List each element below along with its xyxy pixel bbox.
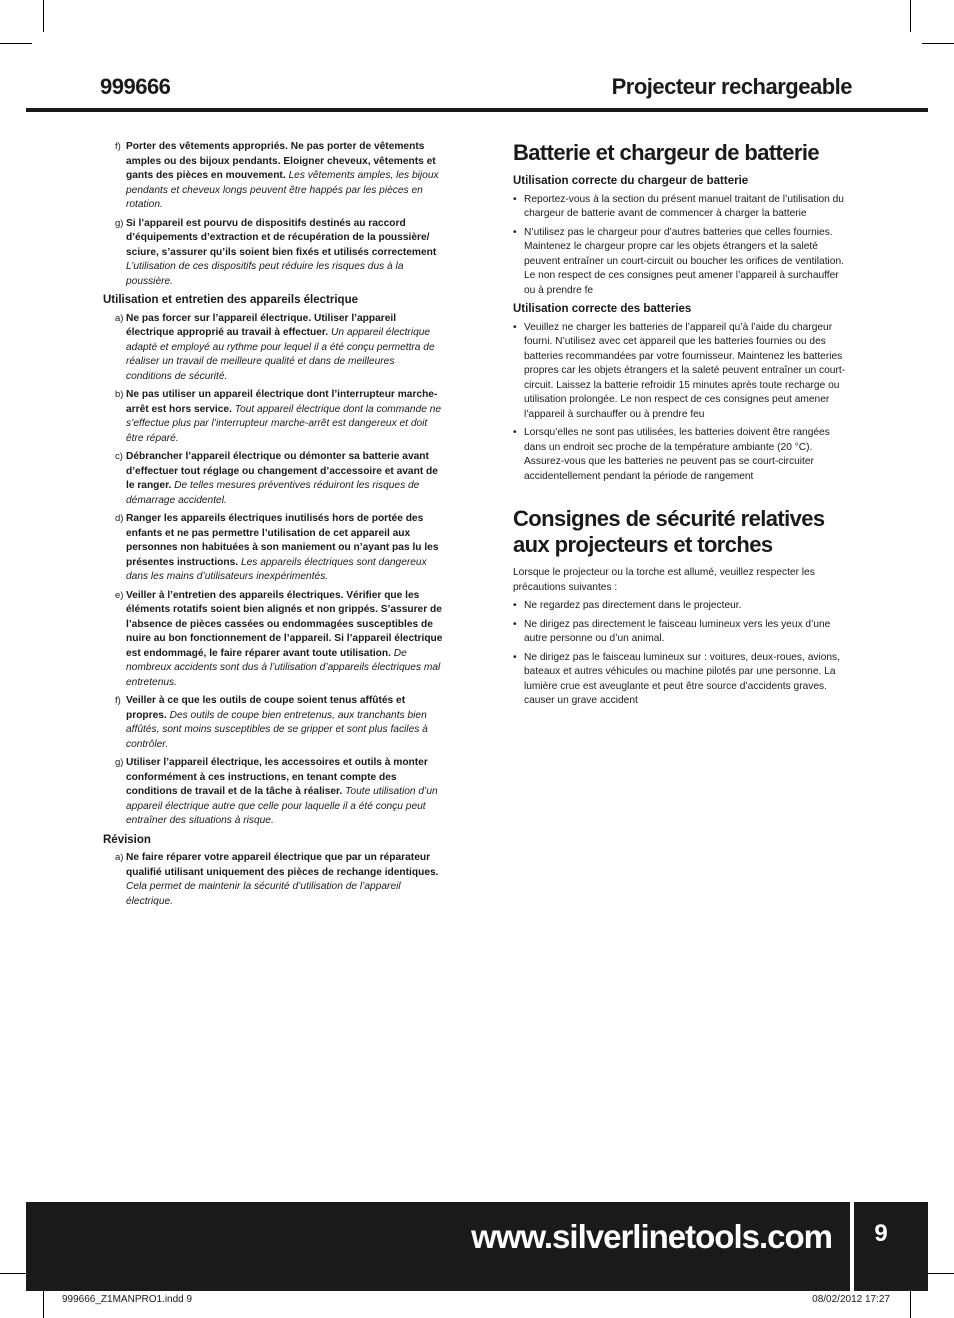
item-instruction: Débrancher l’appareil électrique ou démonter sa batterie avant d’effectuer tout réglage ou changement d’accessoire et avant de le ranger. bbox=[126, 451, 438, 491]
page-title: Projecteur rechargeable bbox=[611, 74, 852, 99]
bullet-list-safety bbox=[513, 599, 848, 709]
left-column bbox=[103, 140, 443, 913]
bullet-icon: • bbox=[513, 193, 517, 205]
item-explanation: De nombreux accidents sont dus à l’utilisation d’appareils électriques mal entretenus. bbox=[126, 647, 441, 688]
item-explanation: De telles mesures préventives réduiront les risques de démarrage accidentel. bbox=[126, 480, 420, 506]
list-top bbox=[103, 140, 443, 289]
model-number: 999666 bbox=[100, 74, 171, 99]
list-item bbox=[103, 756, 443, 829]
list-item bbox=[103, 851, 443, 909]
crop-mark bbox=[922, 43, 954, 44]
item-instruction: Utiliser l’appareil électrique, les accessoires et outils à monter conformément à ces instructions, en tenant compte des conditions de travail et de la tâche à réaliser. bbox=[126, 757, 428, 797]
item-explanation: Les vêtements amples, les bijoux pendants et cheveux longs peuvent être happés par les pièces en rotation. bbox=[126, 170, 439, 210]
slug-date: 08/02/2012 17:27 bbox=[812, 1294, 890, 1305]
item-marker: a) bbox=[115, 852, 124, 863]
intro-paragraph: Lorsque le projecteur ou la torche est allumé, veuillez respecter les précautions suivantes : bbox=[513, 567, 815, 593]
list-item bbox=[103, 388, 443, 446]
list-item bbox=[103, 589, 443, 691]
page-number: 9 bbox=[874, 1220, 888, 1247]
item-marker: f) bbox=[115, 141, 121, 152]
list-revision bbox=[103, 851, 443, 909]
bullet-list-charger bbox=[513, 193, 848, 299]
item-explanation: Les appareils électriques sont dangereux dans les mains d’utilisateurs inexpérimentés. bbox=[126, 556, 427, 582]
bullet-item bbox=[513, 618, 848, 647]
right-column bbox=[513, 140, 848, 713]
list-item bbox=[103, 512, 443, 585]
section-heading-revision: Révision bbox=[103, 833, 151, 846]
subheading-batteries: Utilisation correcte des batteries bbox=[513, 303, 692, 315]
heading-safety: Consignes de sécurité relatives aux projecteurs et torches bbox=[513, 506, 825, 557]
list-item bbox=[103, 140, 443, 213]
bullet-icon: • bbox=[513, 226, 517, 238]
bullet-text: Ne dirigez pas directement le faisceau lumineux vers les yeux d’une autre personne ou d’un animal. bbox=[524, 618, 831, 644]
bullet-icon: • bbox=[513, 618, 517, 630]
bullet-item bbox=[513, 321, 848, 423]
bullet-item bbox=[513, 599, 848, 614]
item-instruction: Ne faire réparer votre appareil électrique que par un réparateur qualifié utilisant uniquement des pièces de rechange identiques. bbox=[126, 852, 439, 878]
bullet-item bbox=[513, 226, 848, 299]
crop-mark bbox=[0, 43, 32, 44]
list-item bbox=[103, 694, 443, 752]
item-marker: a) bbox=[115, 312, 124, 324]
list-item bbox=[103, 217, 443, 290]
subheading-charger: Utilisation correcte du chargeur de batterie bbox=[513, 175, 749, 187]
bullet-icon: • bbox=[513, 651, 517, 663]
bullet-text: Lorsqu’elles ne sont pas utilisées, les batteries doivent être rangées dans un endroit sec proche de la température ambiante (20 °C). Assurez-vous que les batteries ne peuvent pas se court-circuiter accidentellement pendant la période de rangement bbox=[524, 427, 830, 482]
bullet-text: Ne dirigez pas le faisceau lumineux sur : voitures, deux-roues, avions, bateaux et autres véhicules ou machine pilotés par une personne. La lumière crue est aveuglante et peut être source d’accidents graves. causer un grave accident bbox=[524, 651, 840, 706]
item-marker: d) bbox=[115, 513, 124, 524]
bullet-list-batteries bbox=[513, 321, 848, 485]
footer-bar bbox=[26, 1202, 850, 1291]
item-explanation: Toute utilisation d’un appareil électrique autre que celle pour laquelle il a été conçu peut entraîner des situations à risque. bbox=[126, 786, 438, 826]
item-marker: g) bbox=[115, 217, 124, 229]
bullet-text: Veuillez ne charger les batteries de l’appareil qu’à l’aide du chargeur fourni. N’utilisez avec cet appareil que les batteries fournies ou des batteries recommandées par votre fournisseur. Maintenez les batteries propres car les objets étrangers et la saleté peuvent entraîner un court-circuit. Laissez la batterie refroidir 15 minutes après toute recharge ou utilisation prolongée. Le non respect de ces consignes peut amener l’appareil à surchauffer ou à prendre feu bbox=[524, 321, 846, 420]
crop-mark bbox=[43, 0, 44, 32]
bullet-text: Ne regardez pas directement dans le projecteur. bbox=[524, 600, 742, 611]
item-explanation: Des outils de coupe bien entretenus, aux tranchants bien affûtés, sont moins susceptibles de se gripper et sont plus faciles à contrôler. bbox=[126, 709, 428, 750]
item-marker: c) bbox=[115, 451, 123, 462]
item-instruction: Veiller à l’entretien des appareils électriques. Vérifier que les éléments rotatifs soient bien alignés et non grippés. S’assurer de l’absence de pièces cassées ou endommagées susceptibles de nuire au bon fonctionnement de l’appareil. Si l’appareil électrique est endommagé, le faire réparer avant toute utilisation. bbox=[126, 589, 443, 659]
section-heading-usage: Utilisation et entretien des appareils électrique bbox=[103, 294, 358, 306]
item-explanation: Tout appareil électrique dont la commande ne s’effectue plus par l’interrupteur marche-arrêt est dangereux et doit être réparé. bbox=[126, 403, 442, 444]
slug-filename: 999666_Z1MANPRO1.indd 9 bbox=[62, 1294, 193, 1305]
item-explanation: Cela permet de maintenir la sécurité d’utilisation de l’appareil électrique. bbox=[126, 881, 401, 907]
item-marker: b) bbox=[115, 389, 124, 400]
bullet-icon: • bbox=[513, 600, 517, 611]
item-instruction: Veiller à ce que les outils de coupe soient tenus affûtés et propres. bbox=[126, 695, 406, 721]
page-number-box bbox=[854, 1202, 928, 1291]
bullet-icon: • bbox=[513, 321, 517, 333]
heading-battery: Batterie et chargeur de batterie bbox=[513, 140, 820, 165]
bullet-text: N’utilisez pas le chargeur pour d’autres batteries que celles fournies. Maintenez le chargeur propre car les objets étrangers et la saleté peuvent entraîner un court-circuit ou boucher les orifices de ventilation. Le non respect de ces consignes peut amener l’appareil à surchauffer ou à prendre fe bbox=[524, 226, 844, 296]
item-instruction: Porter des vêtements appropriés. Ne pas porter de vêtements amples ou des bijoux pendants. Eloigner cheveux, vêtements et gants des pièces en mouvement. bbox=[126, 141, 436, 181]
item-instruction: Ne pas forcer sur l’appareil électrique. Utiliser l’appareil électrique approprié au travail à effectuer. bbox=[126, 312, 397, 338]
page-header bbox=[26, 72, 928, 112]
item-explanation: Un appareil électrique adapté et employé au rythme pour lequel il a été conçu permettra de réaliser un travail de meilleure qualité et dans de meilleures conditions de sécurité. bbox=[126, 327, 435, 382]
item-instruction: Si l’appareil est pourvu de dispositifs destinés au raccord d’équipements d’extraction et de récupération de la poussière/ sciure, s’assurer qu’ils soient bien fixés et utilisés correctement bbox=[126, 217, 437, 258]
item-marker: f) bbox=[115, 695, 121, 706]
bullet-item bbox=[513, 193, 848, 222]
bullet-item bbox=[513, 426, 848, 484]
bullet-icon: • bbox=[513, 427, 517, 438]
item-explanation: L’utilisation de ces dispositifs peut réduire les risques dus à la poussière. bbox=[126, 261, 404, 287]
website-link[interactable]: www.silverlinetools.com bbox=[471, 1218, 832, 1255]
bullet-item bbox=[513, 651, 848, 709]
item-instruction: Ranger les appareils électriques inutilisés hors de portée des enfants et ne pas permettre l’utilisation de cet appareil aux personnes non habituées à son maniement ou n’ayant pas lu les présentes instructions. bbox=[126, 513, 439, 568]
list-item bbox=[103, 450, 443, 508]
item-marker: g) bbox=[115, 757, 124, 768]
item-instruction: Ne pas utiliser un appareil électrique dont l’interrupteur marche-arrêt est hors service. bbox=[126, 389, 438, 415]
item-marker: e) bbox=[115, 589, 124, 601]
crop-mark bbox=[910, 0, 911, 32]
list-item bbox=[103, 312, 443, 385]
bullet-text: Reportez-vous à la section du présent manuel traitant de l’utilisation du chargeur de batterie avant de commencer à charger la batterie bbox=[524, 193, 844, 219]
list-usage bbox=[103, 312, 443, 829]
